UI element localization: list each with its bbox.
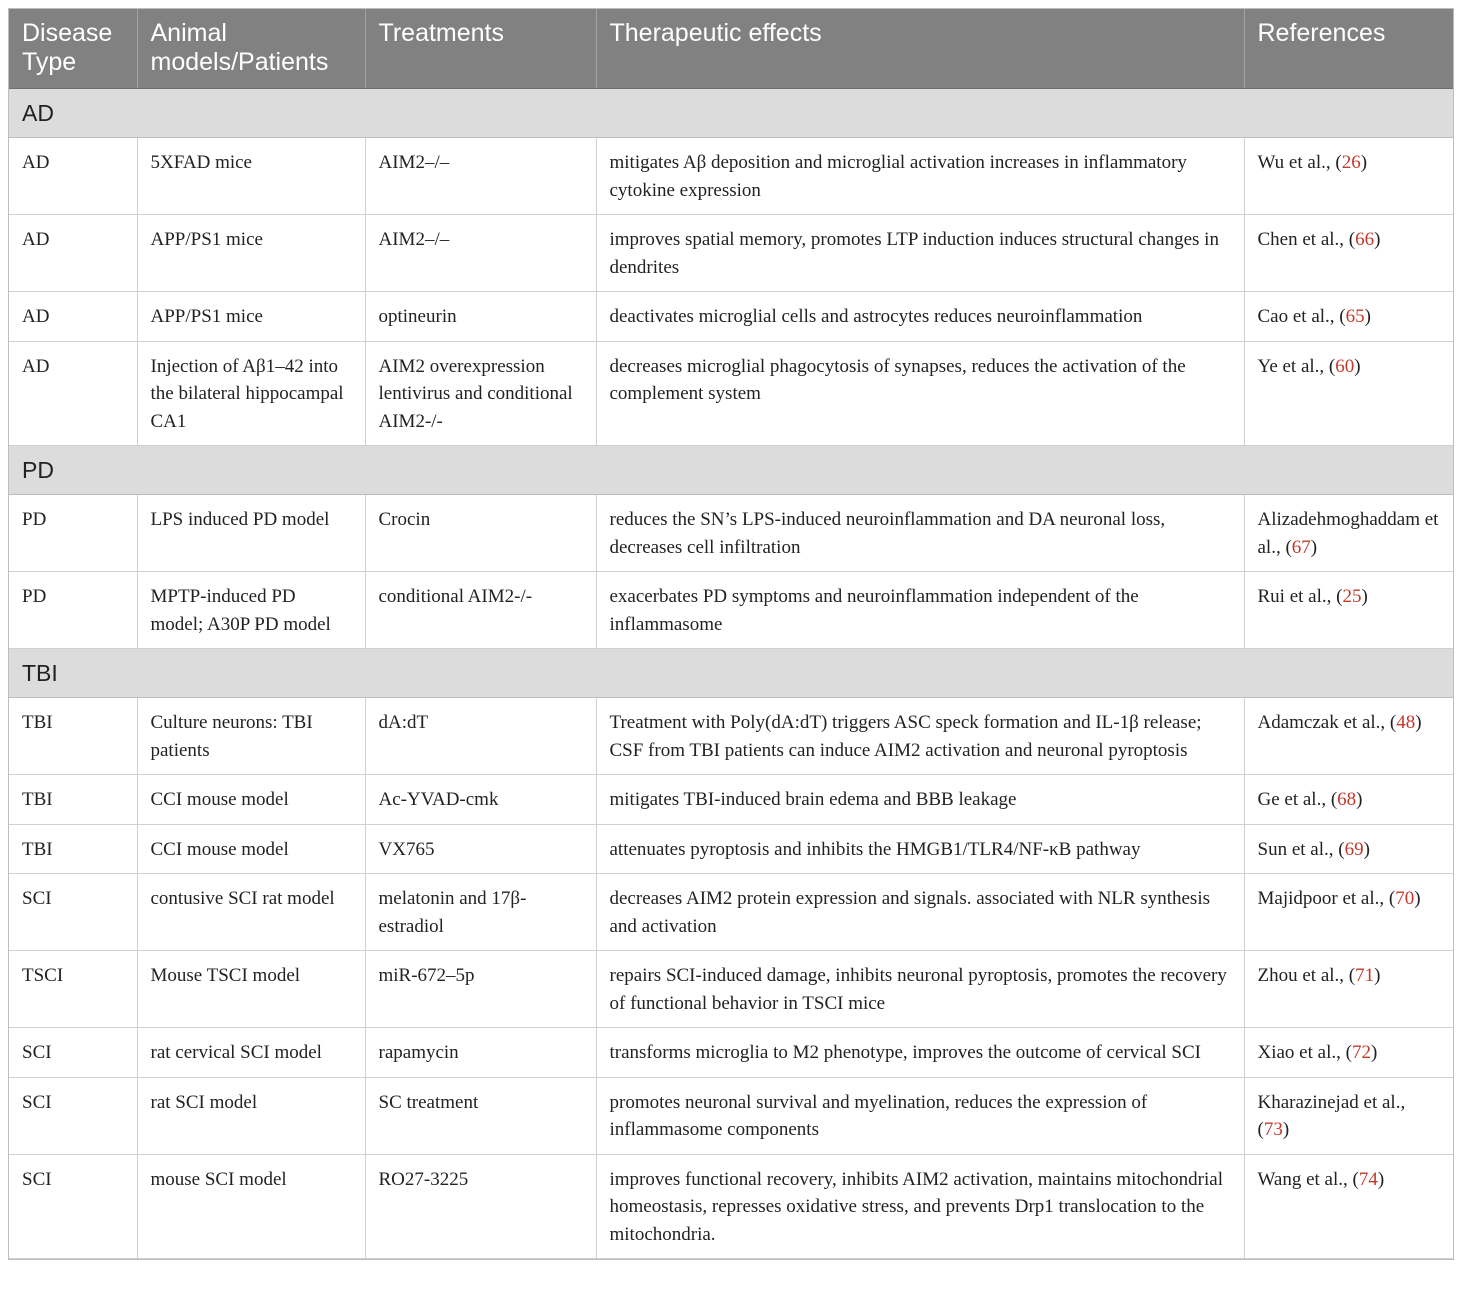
cell-reference (1244, 572, 1453, 649)
therapeutic-effects-table (9, 9, 1453, 1259)
cell-disease-type: TBI (9, 824, 137, 874)
cell-therapeutic-effects: Treatment with Poly(dA:dT) triggers ASC speck formation and IL-1β release; CSF from TBI patients can induce AIM2 activation and neuronal pyroptosis (596, 698, 1244, 775)
cell-treatment: conditional AIM2-/- (365, 572, 596, 649)
cell-animal-model: Culture neurons: TBI patients (137, 698, 365, 775)
reference-link[interactable]: 66 (1355, 229, 1375, 250)
cell-reference (1244, 138, 1453, 215)
reference-author: Wang et al., ( (1257, 1168, 1359, 1190)
reference-close-paren: ) (1282, 1119, 1290, 1140)
cell-therapeutic-effects: mitigates Aβ deposition and microglial activation increases in inflammatory cytokine expression (596, 138, 1244, 215)
cell-animal-model: APP/PS1 mice (137, 292, 365, 342)
data-table-container (8, 8, 1454, 1260)
reference-close-paren: ) (1361, 586, 1368, 607)
reference-link[interactable]: 48 (1396, 712, 1416, 733)
cell-animal-model: Injection of Aβ1–42 into the bilateral hippocampal CA1 (137, 341, 365, 446)
cell-disease-type: SCI (9, 1154, 137, 1259)
cell-animal-model: APP/PS1 mice (137, 215, 365, 292)
reference-link[interactable]: 65 (1345, 306, 1365, 327)
table-row (9, 495, 1453, 572)
reference-link[interactable]: 26 (1341, 152, 1361, 173)
cell-therapeutic-effects: mitigates TBI-induced brain edema and BBB leakage (596, 775, 1244, 825)
reference-link[interactable]: 69 (1344, 838, 1364, 860)
cell-treatment: RO27-3225 (365, 1154, 596, 1259)
reference-close-paren: ) (1363, 838, 1370, 860)
cell-animal-model: CCI mouse model (137, 775, 365, 825)
cell-therapeutic-effects: decreases microglial phagocytosis of synapses, reduces the activation of the complement system (596, 341, 1244, 446)
group-label: TBI (9, 649, 1453, 698)
header-references (1244, 9, 1453, 89)
cell-disease-type: SCI (9, 1028, 137, 1078)
reference-link[interactable]: 67 (1291, 536, 1311, 558)
cell-animal-model: contusive SCI rat model (137, 874, 365, 951)
header-label: Treatments (378, 19, 505, 47)
cell-animal-model: MPTP-induced PD model; A30P PD model (137, 572, 365, 649)
reference-author: Sun et al., ( (1257, 838, 1345, 860)
cell-animal-model: mouse SCI model (137, 1154, 365, 1259)
cell-disease-type: SCI (9, 874, 137, 951)
table-row (9, 292, 1453, 342)
cell-therapeutic-effects: improves functional recovery, inhibits AIM2 activation, maintains mitochondrial homeostasis, represses oxidative stress, and prevents Drp1 translocation to the mitochondria. (596, 1154, 1244, 1259)
header-animal-models (137, 9, 365, 89)
reference-author: Adamczak et al., ( (1257, 712, 1397, 733)
reference-close-paren: ) (1374, 965, 1381, 986)
cell-therapeutic-effects: improves spatial memory, promotes LTP induction induces structural changes in dendrites (596, 215, 1244, 292)
cell-reference (1244, 775, 1453, 825)
cell-therapeutic-effects: attenuates pyroptosis and inhibits the HMGB1/TLR4/NF-κB pathway (596, 824, 1244, 874)
cell-reference (1244, 824, 1453, 874)
reference-author: Rui et al., ( (1257, 586, 1343, 607)
table-row (9, 341, 1453, 446)
group-label: AD (9, 89, 1453, 138)
table-row (9, 1028, 1453, 1078)
group-label: PD (9, 446, 1453, 495)
cell-treatment: AIM2–/– (365, 215, 596, 292)
reference-author: Cao et al., ( (1257, 306, 1346, 327)
cell-therapeutic-effects: transforms microglia to M2 phenotype, improves the outcome of cervical SCI (596, 1028, 1244, 1078)
cell-treatment: SC treatment (365, 1077, 596, 1154)
reference-link[interactable]: 74 (1358, 1168, 1378, 1190)
cell-disease-type: AD (9, 292, 137, 342)
reference-author: Zhou et al., ( (1257, 965, 1356, 986)
reference-close-paren: ) (1360, 152, 1368, 173)
cell-treatment: melatonin and 17β-estradiol (365, 874, 596, 951)
header-label: Animal models/Patients (150, 19, 329, 76)
cell-treatment: VX765 (365, 824, 596, 874)
cell-animal-model: rat cervical SCI model (137, 1028, 365, 1078)
table-row (9, 215, 1453, 292)
cell-reference (1244, 1028, 1453, 1078)
reference-author: Xiao et al., ( (1257, 1042, 1352, 1063)
cell-treatment: AIM2–/– (365, 138, 596, 215)
table-row (9, 1154, 1453, 1259)
cell-reference (1244, 1077, 1453, 1154)
table-row (9, 951, 1453, 1028)
cell-disease-type: TSCI (9, 951, 137, 1028)
reference-author: Ge et al., ( (1257, 789, 1338, 810)
cell-treatment: rapamycin (365, 1028, 596, 1078)
reference-link[interactable]: 68 (1337, 789, 1357, 810)
cell-animal-model: rat SCI model (137, 1077, 365, 1154)
table-header-row (9, 9, 1453, 89)
reference-author: Majidpoor et al., ( (1257, 888, 1396, 909)
cell-reference (1244, 1154, 1453, 1259)
cell-reference (1244, 951, 1453, 1028)
cell-disease-type: AD (9, 138, 137, 215)
reference-author: Wu et al., ( (1257, 152, 1342, 173)
table-row (9, 138, 1453, 215)
reference-close-paren: ) (1374, 229, 1381, 250)
reference-link[interactable]: 72 (1351, 1042, 1371, 1063)
reference-close-paren: ) (1354, 355, 1361, 377)
cell-treatment: miR-672–5p (365, 951, 596, 1028)
cell-reference (1244, 698, 1453, 775)
cell-therapeutic-effects: deactivates microglial cells and astrocytes reduces neuroinflammation (596, 292, 1244, 342)
header-label: Disease Type (22, 19, 113, 76)
cell-disease-type: AD (9, 341, 137, 446)
reference-close-paren: ) (1377, 1168, 1385, 1190)
reference-author: Kharazinejad et al., ( (1257, 1091, 1406, 1140)
cell-treatment: dA:dT (365, 698, 596, 775)
reference-link[interactable]: 60 (1335, 355, 1355, 377)
header-disease-type (9, 9, 137, 89)
cell-therapeutic-effects: decreases AIM2 protein expression and signals. associated with NLR synthesis and activation (596, 874, 1244, 951)
reference-author: Ye et al., ( (1257, 355, 1336, 377)
reference-close-paren: ) (1356, 789, 1363, 810)
cell-reference (1244, 341, 1453, 446)
table-row (9, 874, 1453, 951)
header-therapeutic-effects (596, 9, 1244, 89)
table-row (9, 775, 1453, 825)
table-row (9, 572, 1453, 649)
cell-animal-model: Mouse TSCI model (137, 951, 365, 1028)
cell-therapeutic-effects: reduces the SN’s LPS-induced neuroinflammation and DA neuronal loss, decreases cell infiltration (596, 495, 1244, 572)
cell-therapeutic-effects: exacerbates PD symptoms and neuroinflammation independent of the inflammasome (596, 572, 1244, 649)
cell-reference (1244, 292, 1453, 342)
reference-close-paren: ) (1414, 888, 1421, 909)
cell-disease-type: TBI (9, 698, 137, 775)
header-label: Therapeutic effects (609, 19, 822, 47)
cell-reference (1244, 215, 1453, 292)
header-label: References (1257, 19, 1386, 47)
table-row (9, 698, 1453, 775)
cell-animal-model: 5XFAD mice (137, 138, 365, 215)
reference-close-paren: ) (1370, 1042, 1378, 1063)
reference-link[interactable]: 73 (1263, 1119, 1283, 1140)
group-row (9, 649, 1453, 698)
cell-therapeutic-effects: repairs SCI-induced damage, inhibits neuronal pyroptosis, promotes the recovery of functional behavior in TSCI mice (596, 951, 1244, 1028)
reference-close-paren: ) (1364, 306, 1371, 327)
group-row (9, 446, 1453, 495)
cell-disease-type: PD (9, 572, 137, 649)
reference-link[interactable]: 71 (1355, 965, 1375, 986)
cell-therapeutic-effects: promotes neuronal survival and myelination, reduces the expression of inflammasome components (596, 1077, 1244, 1154)
table-body (9, 89, 1453, 1259)
cell-treatment: AIM2 overexpression lentivirus and conditional AIM2-/- (365, 341, 596, 446)
reference-close-paren: ) (1415, 712, 1422, 733)
cell-disease-type: TBI (9, 775, 137, 825)
cell-reference (1244, 495, 1453, 572)
table-row (9, 824, 1453, 874)
cell-treatment: optineurin (365, 292, 596, 342)
cell-treatment: Ac-YVAD-cmk (365, 775, 596, 825)
cell-disease-type: SCI (9, 1077, 137, 1154)
cell-treatment: Crocin (365, 495, 596, 572)
cell-animal-model: LPS induced PD model (137, 495, 365, 572)
cell-disease-type: AD (9, 215, 137, 292)
group-row (9, 89, 1453, 138)
header-treatments (365, 9, 596, 89)
table-row (9, 1077, 1453, 1154)
reference-close-paren: ) (1310, 536, 1318, 558)
cell-animal-model: CCI mouse model (137, 824, 365, 874)
cell-reference (1244, 874, 1453, 951)
reference-link[interactable]: 70 (1395, 888, 1415, 909)
reference-link[interactable]: 25 (1342, 586, 1362, 607)
cell-disease-type: PD (9, 495, 137, 572)
reference-author: Chen et al., ( (1257, 229, 1356, 250)
reference-author: Alizadehmoghaddam et al., ( (1257, 509, 1439, 558)
